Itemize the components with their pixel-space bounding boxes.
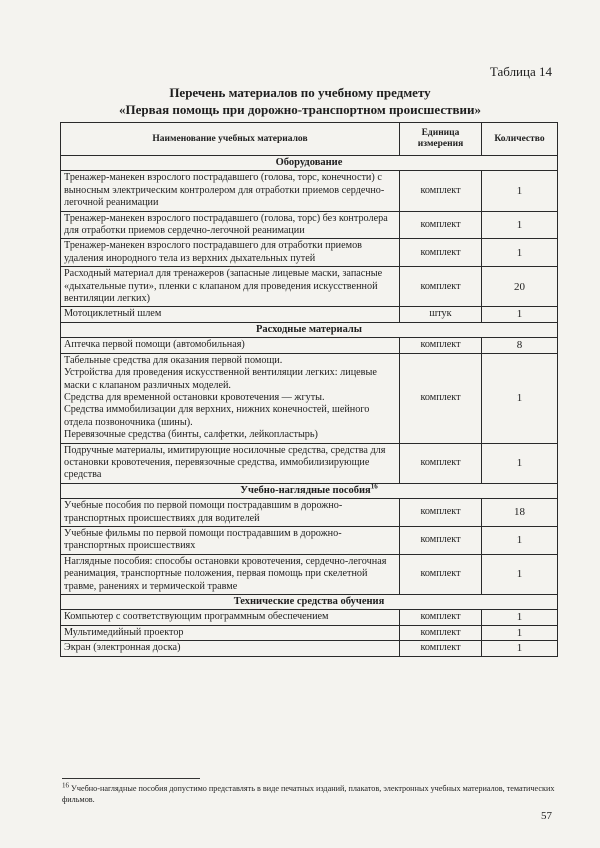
unit-of-measure: комплект (400, 641, 482, 656)
table-row (61, 267, 558, 307)
unit-of-measure: комплект (400, 554, 482, 594)
table-row (61, 641, 558, 656)
table-row (61, 307, 558, 322)
quantity: 20 (482, 267, 558, 307)
unit-of-measure: штук (400, 307, 482, 322)
materials-table (60, 122, 558, 657)
section-title (61, 483, 558, 498)
unit-of-measure: комплект (400, 267, 482, 307)
table-row (61, 554, 558, 594)
quantity: 1 (482, 610, 558, 625)
section-title-text: Технические средства обучения (233, 596, 385, 607)
table-row (61, 353, 558, 443)
footnote-text: Учебно-наглядные пособия допустимо представлять в виде печатных изданий, плакатов, электронных учебных материалов, тематических фильмов. (62, 784, 555, 804)
title-line-1: Перечень материалов по учебному предмету (169, 85, 431, 100)
quantity: 1 (482, 239, 558, 267)
section-title-text: Учебно-наглядные пособия (240, 484, 371, 496)
material-name: Экран (электронная доска) (61, 641, 400, 656)
section-title-text: Расходные материалы (255, 323, 363, 335)
header-unit: Единица измерения (400, 123, 482, 156)
table-title (0, 84, 600, 118)
quantity: 1 (482, 641, 558, 656)
quantity: 1 (482, 526, 558, 554)
quantity: 1 (482, 307, 558, 322)
table-row (61, 171, 558, 211)
quantity: 1 (482, 353, 558, 443)
table-header-row (61, 123, 558, 156)
material-name: Табельные средства для оказания первой помощи. Устройства для проведения искусственной вентиляции легких: лицевые маски с клапаном различных моделей. Средства для временной остановки кровотечения — жгуты. Средства иммобилизации для верхних, нижних конечностей, шейного отдела позвоночника (шины). Перевязочные средства (бинты, салфетки, лейкопластырь) (61, 353, 400, 443)
quantity: 1 (482, 171, 558, 211)
table-row (61, 526, 558, 554)
section-header-row (61, 483, 558, 498)
quantity: 1 (482, 211, 558, 239)
unit-of-measure: комплект (400, 526, 482, 554)
section-header-row (61, 595, 558, 610)
material-name: Расходный материал для тренажеров (запасные лицевые маски, запасные «дыхательные пути», пленки с клапаном для проведения искусственной вентиляции легких) (61, 267, 400, 307)
section-title (61, 322, 558, 337)
material-name: Подручные материалы, имитирующие носилочные средства, средства для остановки кровотечения, перевязочные средства, иммобилизирующие средства (61, 443, 400, 483)
material-name: Компьютер с соответствующим программным обеспечением (61, 610, 400, 625)
title-line-2: «Первая помощь при дорожно-транспортном происшествии» (119, 102, 481, 117)
quantity: 1 (482, 625, 558, 640)
section-title (61, 595, 558, 610)
header-name: Наименование учебных материалов (61, 123, 400, 156)
material-name: Тренажер-манекен взрослого пострадавшего (голова, торс, конечности) с выносным электрическим контролером для отработки приемов сердечно-легочной реанимации (61, 171, 400, 211)
unit-of-measure: комплект (400, 338, 482, 353)
section-header-row (61, 322, 558, 337)
table-row (61, 239, 558, 267)
table-row (61, 443, 558, 483)
footnote-separator (62, 778, 200, 779)
material-name: Наглядные пособия: способы остановки кровотечения, сердечно-легочная реанимация, транспортные положения, первая помощь при скелетной травме, ранениях и термической травме (61, 554, 400, 594)
footnote (62, 783, 558, 805)
page-number: 57 (541, 810, 552, 822)
table-body (61, 156, 558, 657)
table-row (61, 338, 558, 353)
quantity: 8 (482, 338, 558, 353)
unit-of-measure: комплект (400, 443, 482, 483)
unit-of-measure: комплект (400, 499, 482, 527)
quantity: 1 (482, 554, 558, 594)
unit-of-measure: комплект (400, 353, 482, 443)
table-row (61, 499, 558, 527)
footnote-marker: 16 (62, 781, 69, 790)
unit-of-measure: комплект (400, 239, 482, 267)
material-name: Тренажер-манекен взрослого пострадавшего (голова, торс) без контролера для отработки приемов сердечно-легочной реанимации (61, 211, 400, 239)
unit-of-measure: комплект (400, 625, 482, 640)
material-name: Учебные пособия по первой помощи пострадавшим в дорожно-транспортных происшествиях для водителей (61, 499, 400, 527)
material-name: Тренажер-манекен взрослого пострадавшего для отработки приемов удаления инородного тела из верхних дыхательных путей (61, 239, 400, 267)
section-header-row (61, 156, 558, 171)
material-name: Мультимедийный проектор (61, 625, 400, 640)
section-title (61, 156, 558, 171)
material-name: Учебные фильмы по первой помощи пострадавшим в дорожно-транспортных происшествиях (61, 526, 400, 554)
quantity: 18 (482, 499, 558, 527)
unit-of-measure: комплект (400, 171, 482, 211)
header-qty: Количество (482, 123, 558, 156)
table-row (61, 625, 558, 640)
section-title-text: Оборудование (275, 157, 343, 168)
table-number: Таблица 14 (489, 64, 552, 79)
material-name: Мотоциклетный шлем (61, 307, 400, 322)
table-row (61, 211, 558, 239)
table-row (61, 610, 558, 625)
quantity: 1 (482, 443, 558, 483)
material-name: Аптечка первой помощи (автомобильная) (61, 338, 400, 353)
unit-of-measure: комплект (400, 610, 482, 625)
unit-of-measure: комплект (400, 211, 482, 239)
footnote-reference: 16 (370, 482, 378, 491)
